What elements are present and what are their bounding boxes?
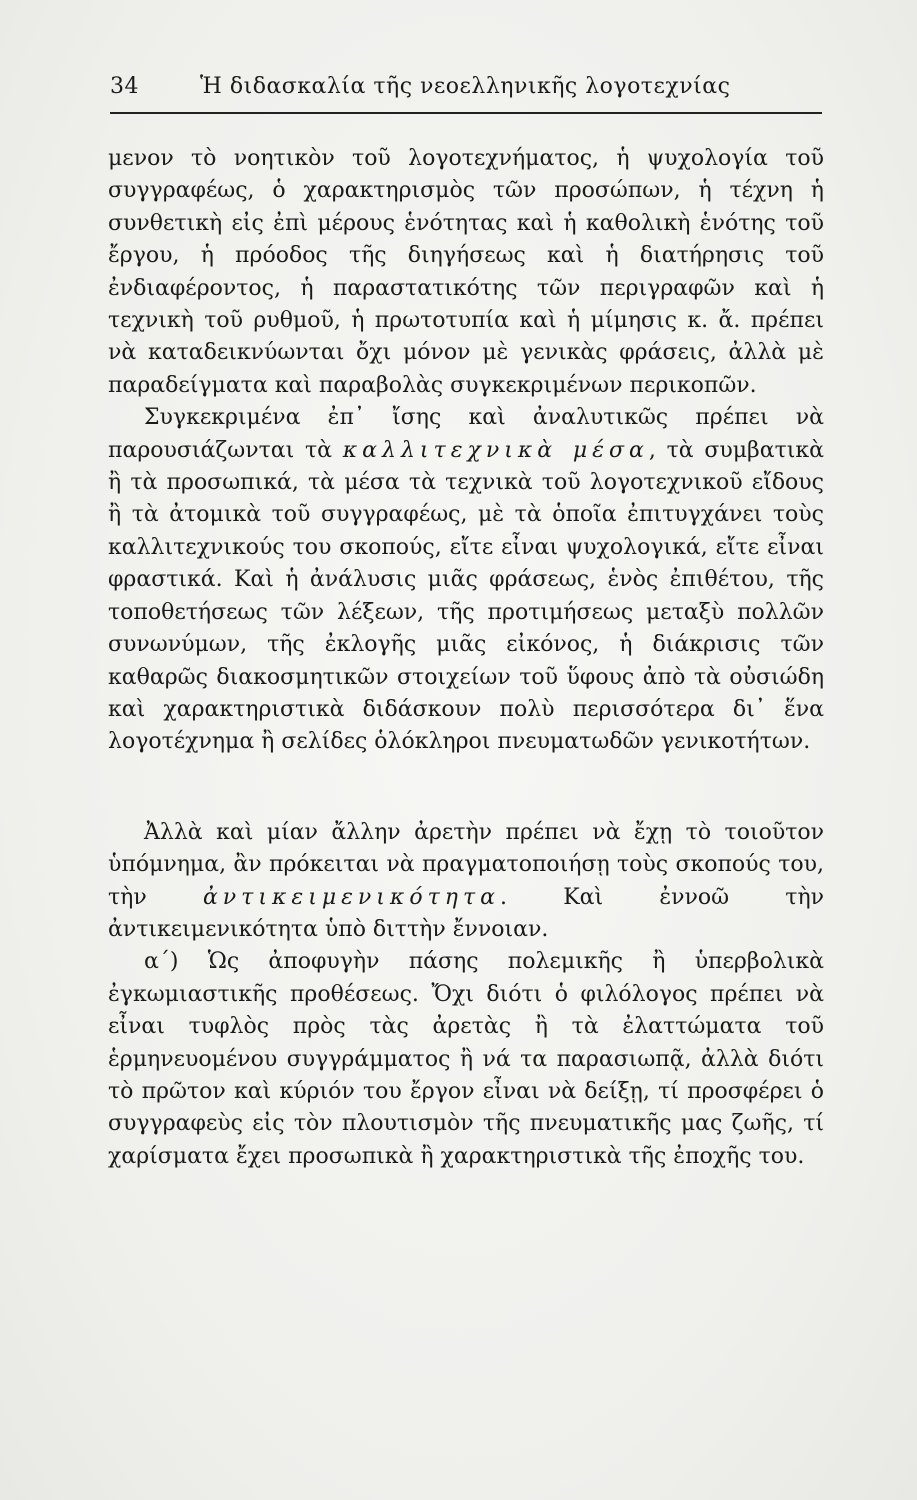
running-title: Ἡ διδασκαλία τῆς νεοελληνικῆς λογοτεχνίας: [200, 74, 731, 99]
page-number: 34: [110, 74, 139, 99]
emphasis-kallitechnika-mesa: καλλιτεχνικὰ μέσα: [342, 437, 649, 463]
paragraph-4-text: α΄) Ὡς ἀποφυγὴν πάσης πολεμικῆς ἢ ὑπερβολικὰ ἐγκωμιαστικῆς προθέσεως. Ὄχι διότι ὁ φιλόλογος πρέπει νὰ εἶναι τυφλὸς πρὸς τὰς ἀρετὰς ἢ τὰ ἐλαττώματα τοῦ ἑρμηνευομένου συγγράμματος ἢ νά τα παρασιωπᾷ, ἀλλὰ διότι τὸ πρῶτον καὶ κύριόν του ἔργον εἶναι νὰ δείξῃ, τί προσφέρει ὁ συγγραφεὺς εἰς τὸν πλουτισμὸν τῆς πνευματικῆς μας ζωῆς, τί χαρίσματα ἔχει προσωπικὰ ἢ χαρακτηριστικὰ τῆς ἐποχῆς του.: [108, 949, 824, 1169]
running-header: [110, 70, 820, 110]
paragraph-3: [108, 817, 824, 947]
paragraph-3-text-a: Ἀλλὰ καὶ μίαν ἄλλην ἀρετὴν πρέπει νὰ ἔχῃ τὸ τοιοῦτον ὑπόμνημα, ἂν πρόκειται νὰ πραγματοποιήσῃ τοὺς σκοπούς του, τὴν: [108, 819, 824, 910]
paragraph-2-text-a: Συγκεκριμένα ἐπ᾿ ἴσης καὶ ἀναλυτικῶς πρέπει νὰ παρουσιάζωνται τὰ: [108, 405, 824, 463]
paragraph-3-text-b: . Καὶ ἐννοῶ τὴν ἀντικειμενικότητα ὑπὸ διττὴν ἔννοιαν.: [108, 884, 824, 942]
emphasis-antikeimenikotita: ἀντικειμενικότητα: [202, 884, 500, 910]
paragraph-4: [108, 946, 824, 1173]
paragraph-1-text: μενον τὸ νοητικὸν τοῦ λογοτεχνήματος, ἡ ψυχολογία τοῦ συγγραφέως, ὁ χαρακτηρισμὸς τῶν προσώπων, ἡ τέχνη ἡ συνθετικὴ εἰς ἐπὶ μέρους ἑνότητας καὶ ἡ καθολικὴ ἑνότης τοῦ ἔργου, ἡ πρόοδος τῆς διηγήσεως καὶ ἡ διατήρησις τοῦ ἐνδιαφέροντος, ἡ παραστατικότης τῶν περιγραφῶν καὶ ἡ τεχνικὴ τοῦ ρυθμοῦ, ἡ πρωτοτυπία καὶ ἡ μίμησις κ. ἄ. πρέπει νὰ καταδεικνύωνται ὄχι μόνον μὲ γενικὰς φράσεις, ἀλλὰ μὲ παραδείγματα καὶ παραβολὰς συγκεκριμένων περικοπῶν.: [108, 146, 824, 398]
body-text: [108, 143, 824, 1173]
header-rule: [110, 112, 822, 114]
paragraph-1: [108, 143, 824, 402]
paragraph-2: [108, 402, 824, 758]
paragraph-2-text-b: , τὰ συμβατικὰ ἢ τὰ προσωπικά, τὰ μέσα τὰ τεχνικὰ τοῦ λογοτεχνικοῦ εἴδους ἢ τὰ ἀτομικὰ τοῦ συγγραφέως, μὲ τὰ ὁποῖα ἐπιτυγχάνει τοὺς καλλιτεχνικούς του σκοπούς, εἴτε εἶναι ψυχολογικά, εἴτε εἶναι φραστικά. Καὶ ἡ ἀνάλυσις μιᾶς φράσεως, ἑνὸς ἐπιθέτου, τῆς τοποθετήσεως τῶν λέξεων, τῆς προτιμήσεως μεταξὺ πολλῶν συνωνύμων, τῆς ἐκλογῆς μιᾶς εἰκόνος, ἡ διάκρισις τῶν καθαρῶς διακοσμητικῶν στοιχείων τοῦ ὕφους ἀπὸ τὰ οὐσιώδη καὶ χαρακτηριστικὰ διδάσκουν πολὺ περισσότερα δι᾿ ἕνα λογοτέχνημα ἢ σελίδες ὁλόκληροι πνευματωδῶν γενικοτήτων.: [108, 437, 824, 755]
